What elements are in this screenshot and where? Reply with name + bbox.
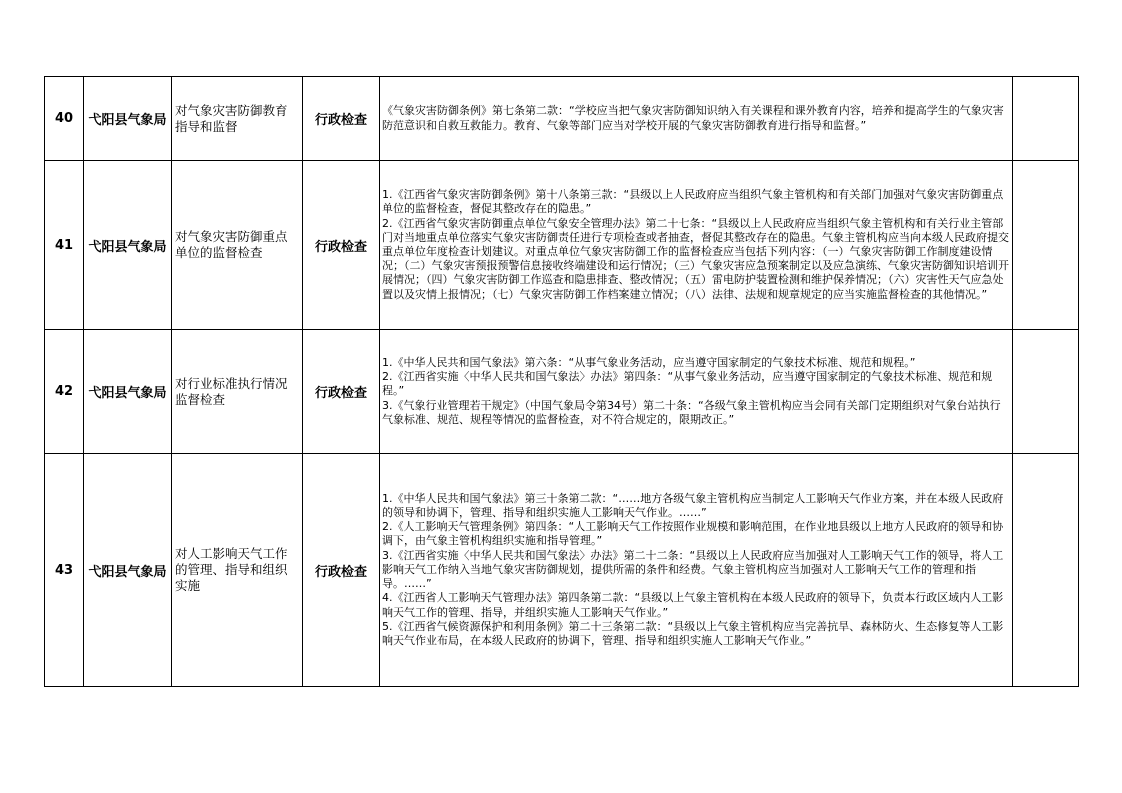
- action-type: 行政检查: [303, 330, 380, 454]
- item-name: 对气象灾害防御重点单位的监督检查: [172, 161, 303, 330]
- basis-paragraph: 3.《气象行业管理若干规定》（中国气象局令第34号）第二十条：“各级气象主管机构应当会同有关部门定期组织对气象台站执行气象标准、规范、规程等情况的监督检查，对不符合规定的，限期改正。”: [382, 398, 1001, 426]
- legal-basis: [380, 330, 1013, 454]
- items-table: [44, 76, 1079, 687]
- action-type: 行政检查: [303, 161, 380, 330]
- basis-paragraph: 《气象灾害防御条例》第七条第二款：“学校应当把气象灾害防御知识纳入有关课程和课外教育内容，培养和提高学生的气象灾害防范意识和自救互救能力。教育、气象等部门应当对学校开展的气象灾害防御教育进行指导和监督。”: [382, 104, 1004, 132]
- basis-paragraph: 2.《江西省气象灾害防御重点单位气象安全管理办法》第二十七条：“县级以上人民政府应当组织气象主管机构和有关行业主管部门对当地重点单位落实气象灾害防御责任进行专项检查或者抽查，督促其整改存在的隐患。气象主管机构应当向本级人民政府提交重点单位年度检查计划建议。对重点单位气象灾害防御工作的监督检查应当包括下列内容：（一）气象灾害防御工作制度建设情况；（二）气象灾害预报预警信息接收终端建设和运行情况；（三）气象灾害应急预案制定以及应急演练、气象灾害防御知识培训开展情况；（四）气象灾害防御工作巡查和隐患排查、整改情况；（五）雷电防护装置检测和维护保养情况；（六）灾害性天气应急处置以及灾情上报情况；（七）气象灾害防御工作档案建立情况；（八）法律、法规和规章规定的应当实施监督检查的其他情况。”: [382, 216, 1009, 301]
- basis-paragraph: 5.《江西省气候资源保护和利用条例》第二十三条第二款：“县级以上气象主管机构应当完善抗旱、森林防火、生态修复等人工影响天气作业布局，在本级人民政府的协调下，管理、指导和组织实施人工影响天气作业。”: [382, 619, 1004, 647]
- item-name: 对行业标准执行情况监督检查: [172, 330, 303, 454]
- legal-basis: [380, 454, 1013, 687]
- action-type: 行政检查: [303, 454, 380, 687]
- basis-paragraph: 4.《江西省人工影响天气管理办法》第四条第二款：“县级以上气象主管机构在本级人民政府的领导下，负责本行政区域内人工影响天气工作的管理、指导，并组织实施人工影响天气作业。”: [382, 591, 1004, 619]
- table-body: [45, 77, 1079, 687]
- row-number: 42: [45, 330, 84, 454]
- table-row: [45, 161, 1079, 330]
- agency-name: 弋阳县气象局: [84, 161, 172, 330]
- remarks-cell: [1013, 161, 1079, 330]
- basis-paragraph: 1.《中华人民共和国气象法》第三十条第二款：“……地方各级气象主管机构应当制定人工影响天气作业方案，并在本级人民政府的领导和协调下，管理、指导和组织实施人工影响天气作业。……”: [382, 491, 1004, 520]
- agency-name: 弋阳县气象局: [84, 77, 172, 161]
- row-number: 41: [45, 161, 84, 330]
- table-row: [45, 454, 1079, 687]
- table-row: [45, 330, 1079, 454]
- remarks-cell: [1013, 330, 1079, 454]
- basis-paragraph: 1.《中华人民共和国气象法》第六条：“从事气象业务活动，应当遵守国家制定的气象技术标准、规范和规程。”: [382, 355, 916, 369]
- agency-name: 弋阳县气象局: [84, 454, 172, 687]
- legal-basis: [380, 77, 1013, 161]
- remarks-cell: [1013, 454, 1079, 687]
- agency-name: 弋阳县气象局: [84, 330, 172, 454]
- row-number: 43: [45, 454, 84, 687]
- action-type: 行政检查: [303, 77, 380, 161]
- table-row: [45, 77, 1079, 161]
- basis-paragraph: 3.《江西省实施〈中华人民共和国气象法〉办法》第二十二条：“县级以上人民政府应当加强对人工影响天气工作的领导，将人工影响天气工作纳入当地气象灾害防御规划，提供所需的条件和经费。气象主管机构应当加强对人工影响天气工作的管理和指导。……”: [382, 548, 1004, 591]
- row-number: 40: [45, 77, 84, 161]
- legal-basis: [380, 161, 1013, 330]
- basis-paragraph: 2.《江西省实施〈中华人民共和国气象法〉办法》第四条：“从事气象业务活动，应当遵守国家制定的气象技术标准、规范和规程。”: [382, 370, 993, 398]
- item-name: 对人工影响天气工作的管理、指导和组织实施: [172, 454, 303, 687]
- basis-paragraph: 1.《江西省气象灾害防御条例》第十八条第三款：“县级以上人民政府应当组织气象主管机构和有关部门加强对气象灾害防御重点单位的监督检查，督促其整改存在的隐患。”: [382, 188, 1004, 216]
- basis-paragraph: 2.《人工影响天气管理条例》第四条：“人工影响天气工作按照作业规模和影响范围，在作业地县级以上地方人民政府的领导和协调下，由气象主管机构组织实施和指导管理。”: [382, 520, 1004, 548]
- item-name: 对气象灾害防御教育指导和监督: [172, 77, 303, 161]
- remarks-cell: [1013, 77, 1079, 161]
